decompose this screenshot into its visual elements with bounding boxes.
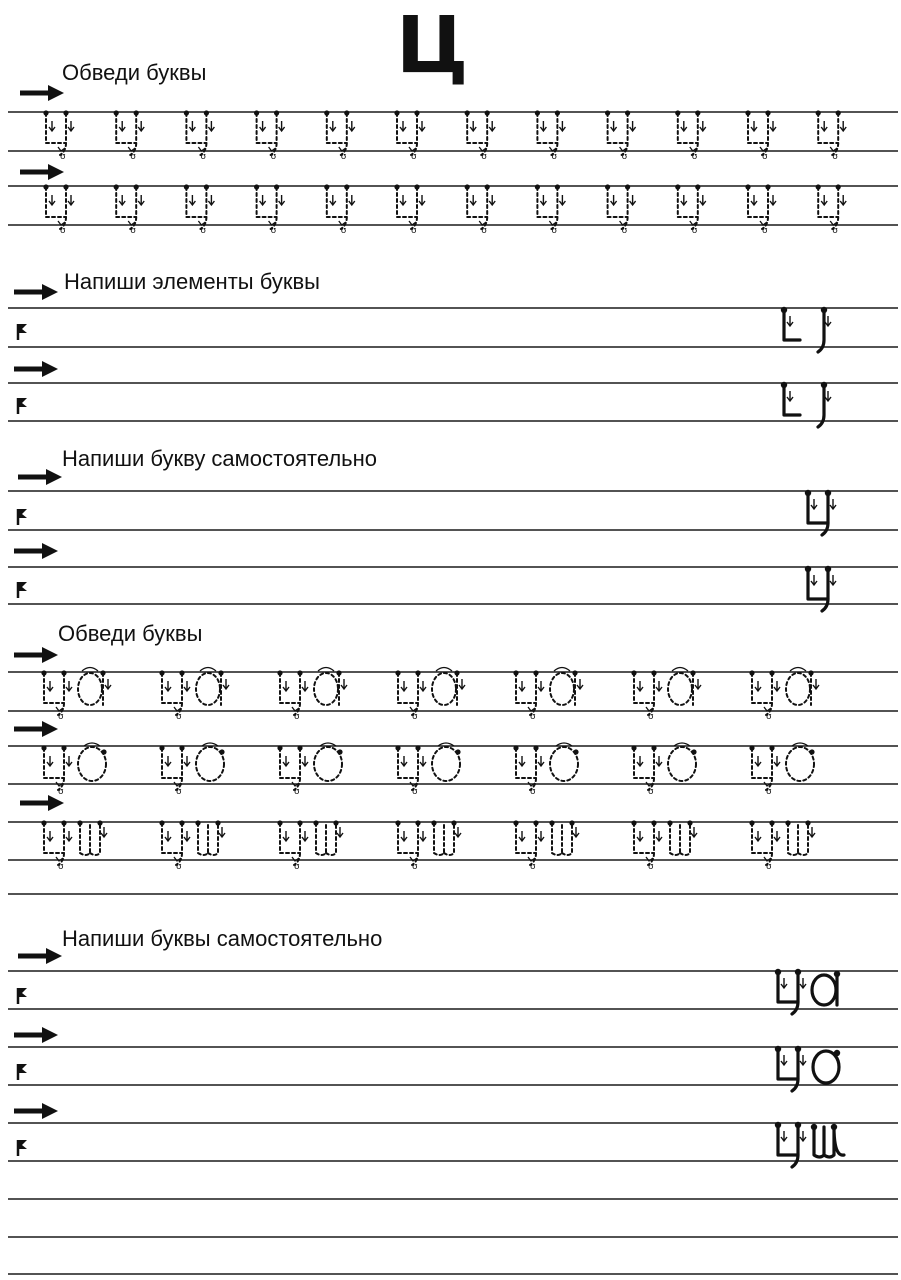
- row-markers: [14, 85, 64, 1156]
- traceable-letter-tse: [675, 110, 706, 162]
- traceable-letter-tse: [395, 745, 426, 797]
- right-arrow-icon: [20, 795, 64, 811]
- traceable-letter-tse: [395, 820, 426, 872]
- traceable-letter-tse: [41, 670, 72, 722]
- letter-sample-tse: [775, 969, 806, 1014]
- traceable-letter-tse: [745, 184, 776, 236]
- traceable-letter-tse: [749, 745, 780, 797]
- traceable-letter-tse: [41, 745, 72, 797]
- traceable-letter-tse: [324, 110, 355, 162]
- letter-element-sample: [781, 307, 831, 352]
- traceable-letter-tse: [394, 184, 425, 236]
- right-arrow-icon: [14, 721, 58, 737]
- traceable-letter-tse: [114, 110, 145, 162]
- traceable-letter-vowel: [196, 668, 229, 706]
- right-arrow-icon: [14, 647, 58, 663]
- section-heading-write-letter: Напиши букву самостоятельно: [62, 446, 378, 471]
- traceable-letter-tse: [749, 820, 780, 872]
- start-flag-icon: [18, 509, 27, 525]
- right-arrow-icon: [20, 164, 64, 180]
- traceable-letter-tse: [254, 184, 285, 236]
- traceable-letter-tse: [631, 670, 662, 722]
- traceable-letter-tse: [277, 745, 308, 797]
- start-flag-icon: [18, 582, 27, 598]
- traceable-letter-vowel: [550, 743, 579, 781]
- traceable-letter-vowel: [314, 668, 347, 706]
- traceable-letter-tse: [605, 110, 636, 162]
- traceable-letter-tse: [159, 745, 190, 797]
- traceable-letter-tse: [254, 110, 285, 162]
- traceable-letter-tse: [159, 670, 190, 722]
- traceable-letter-vowel: [78, 743, 107, 781]
- traceable-letter-tse: [465, 184, 496, 236]
- letter-sample-vowel: [813, 1050, 840, 1083]
- traceable-letter-vowel: [785, 820, 815, 855]
- traceable-letter-vowel: [668, 743, 697, 781]
- traceable-letter-tse: [535, 110, 566, 162]
- start-flag-icon: [18, 398, 27, 414]
- traceable-letter-tse: [114, 184, 145, 236]
- traceable-letter-tse: [513, 745, 544, 797]
- traceable-letter-tse: [394, 110, 425, 162]
- traceable-letter-tse: [513, 820, 544, 872]
- traceable-letter-tse: [675, 184, 706, 236]
- traceable-letter-tse: [277, 670, 308, 722]
- letter-sample-tse: [805, 490, 836, 535]
- right-arrow-icon: [18, 948, 62, 964]
- traceable-letter-tse: [41, 820, 72, 872]
- section-heading-write-letters: Напиши буквы самостоятельно: [62, 926, 383, 951]
- traceable-letter-tse: [605, 184, 636, 236]
- traceable-letter-vowel: [431, 820, 461, 855]
- right-arrow-icon: [14, 284, 58, 300]
- traceable-letter-tse: [159, 820, 190, 872]
- traceable-letter-tse: [749, 670, 780, 722]
- traceable-letter-tse: [465, 110, 496, 162]
- traceable-letter-vowel: [195, 820, 225, 855]
- traceable-letter-tse: [816, 110, 847, 162]
- traceable-letter-vowel: [786, 743, 815, 781]
- traceable-letter-tse: [43, 184, 74, 236]
- section-heading-trace-2: Обведи буквы: [58, 621, 203, 646]
- traceable-letter-vowel: [550, 668, 583, 706]
- letter-sample-vowel: [812, 971, 840, 1005]
- traceable-letter-tse: [277, 820, 308, 872]
- traceable-letter-tse: [43, 110, 74, 162]
- start-flag-icon: [18, 324, 27, 340]
- section-heading-trace-1: Обведи буквы: [62, 60, 207, 85]
- traceable-letter-tse: [816, 184, 847, 236]
- traceable-letter-tse: [631, 820, 662, 872]
- traceable-letter-vowel: [786, 668, 819, 706]
- traceable-letter-tse: [184, 184, 215, 236]
- worksheet-canvas: ʊ Ц Обведи буквы Напиши элементы буквы Напиши букву самостоятельно Обведи буквы Напиши буквы самостоятельно: [0, 0, 901, 1280]
- right-arrow-icon: [14, 1027, 58, 1043]
- title-letter: Ц: [396, 1, 469, 91]
- traceable-letter-tse: [745, 110, 776, 162]
- start-flag-icon: [18, 1064, 27, 1080]
- traceable-letter-tse: [513, 670, 544, 722]
- traceable-letter-vowel: [78, 668, 111, 706]
- right-arrow-icon: [20, 85, 64, 101]
- traceable-letter-vowel: [549, 820, 579, 855]
- traceable-letter-vowel: [432, 743, 461, 781]
- section-heading-elements: Напиши элементы буквы: [64, 269, 320, 294]
- traceable-letter-vowel: [667, 820, 697, 855]
- traceable-letter-vowel: [313, 820, 343, 855]
- traceable-letter-tse: [324, 184, 355, 236]
- traceable-letter-tse: [535, 184, 566, 236]
- right-arrow-icon: [14, 543, 58, 559]
- letter-sample-vowel: [811, 1124, 844, 1157]
- right-arrow-icon: [14, 361, 58, 377]
- start-flag-icon: [18, 988, 27, 1004]
- traceable-letter-vowel: [196, 743, 225, 781]
- traceable-letter-vowel: [77, 820, 107, 855]
- traceable-letter-tse: [631, 745, 662, 797]
- right-arrow-icon: [14, 1103, 58, 1119]
- start-flag-icon: [18, 1140, 27, 1156]
- traceable-letter-vowel: [668, 668, 701, 706]
- traceable-letter-vowel: [314, 743, 343, 781]
- traceable-letter-tse: [395, 670, 426, 722]
- traceable-letter-vowel: [432, 668, 465, 706]
- right-arrow-icon: [18, 469, 62, 485]
- traceable-letter-tse: [184, 110, 215, 162]
